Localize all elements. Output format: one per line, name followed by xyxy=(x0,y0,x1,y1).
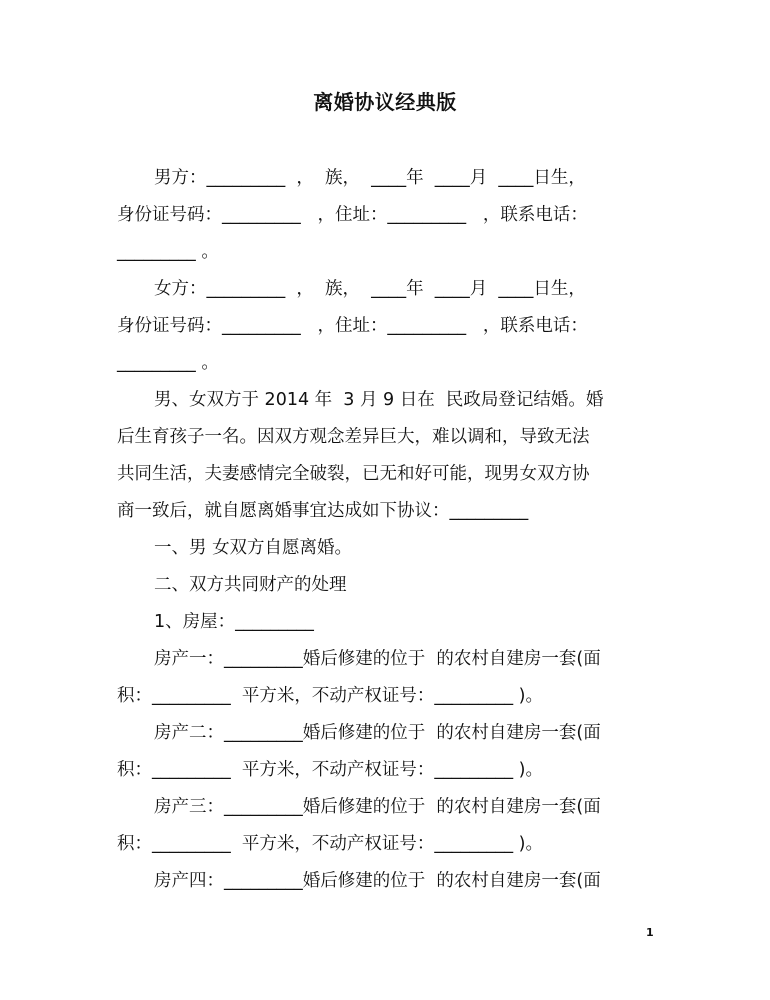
text-line: 身份证号码：_________ ，住址：_________ ，联系电话： xyxy=(117,205,588,225)
text-line: 共同生活，夫妻感情完全破裂，已无和好可能，现男女双方协 xyxy=(117,464,590,484)
text-line: 商一致后，就自愿离婚事宜达成如下协议：_________ xyxy=(117,501,529,521)
text-line: 后生育孩子一名。因双方观念差异巨大，难以调和，导致无法 xyxy=(117,427,590,447)
document-title: 离婚协议经典版 xyxy=(313,90,457,114)
text-line: _________ 。 xyxy=(117,353,219,373)
text-line: 男方：_________ ， 族， ____年 ____月 ____日生， xyxy=(154,168,586,188)
text-line: 房产三：_________婚后修建的位于 的农村自建房一套(面 xyxy=(154,797,601,817)
text-line: 积：_________ 平方米，不动产权证号：_________ )。 xyxy=(117,834,544,854)
text-line: 积：_________ 平方米，不动产权证号：_________ )。 xyxy=(117,760,544,780)
text-line: 一、男 女双方自愿离婚。 xyxy=(154,538,353,558)
text-line: 房产二：_________婚后修建的位于 的农村自建房一套(面 xyxy=(154,723,601,743)
text-line: 男、女双方于 2014 年 3 月 9 日在 民政局登记结婚。婚 xyxy=(154,390,604,410)
text-line: _________ 。 xyxy=(117,242,219,262)
page-number: 1 xyxy=(646,926,654,939)
text-line: 二、双方共同财产的处理 xyxy=(154,575,347,595)
text-line: 女方：_________ ， 族， ____年 ____月 ____日生， xyxy=(154,279,586,299)
text-line: 身份证号码：_________ ，住址：_________ ，联系电话： xyxy=(117,316,588,336)
text-line: 1、房屋：_________ xyxy=(154,612,314,632)
text-line: 房产一：_________婚后修建的位于 的农村自建房一套(面 xyxy=(154,649,601,669)
text-line: 房产四：_________婚后修建的位于 的农村自建房一套(面 xyxy=(154,871,601,891)
text-line: 积：_________ 平方米，不动产权证号：_________ )。 xyxy=(117,686,544,706)
